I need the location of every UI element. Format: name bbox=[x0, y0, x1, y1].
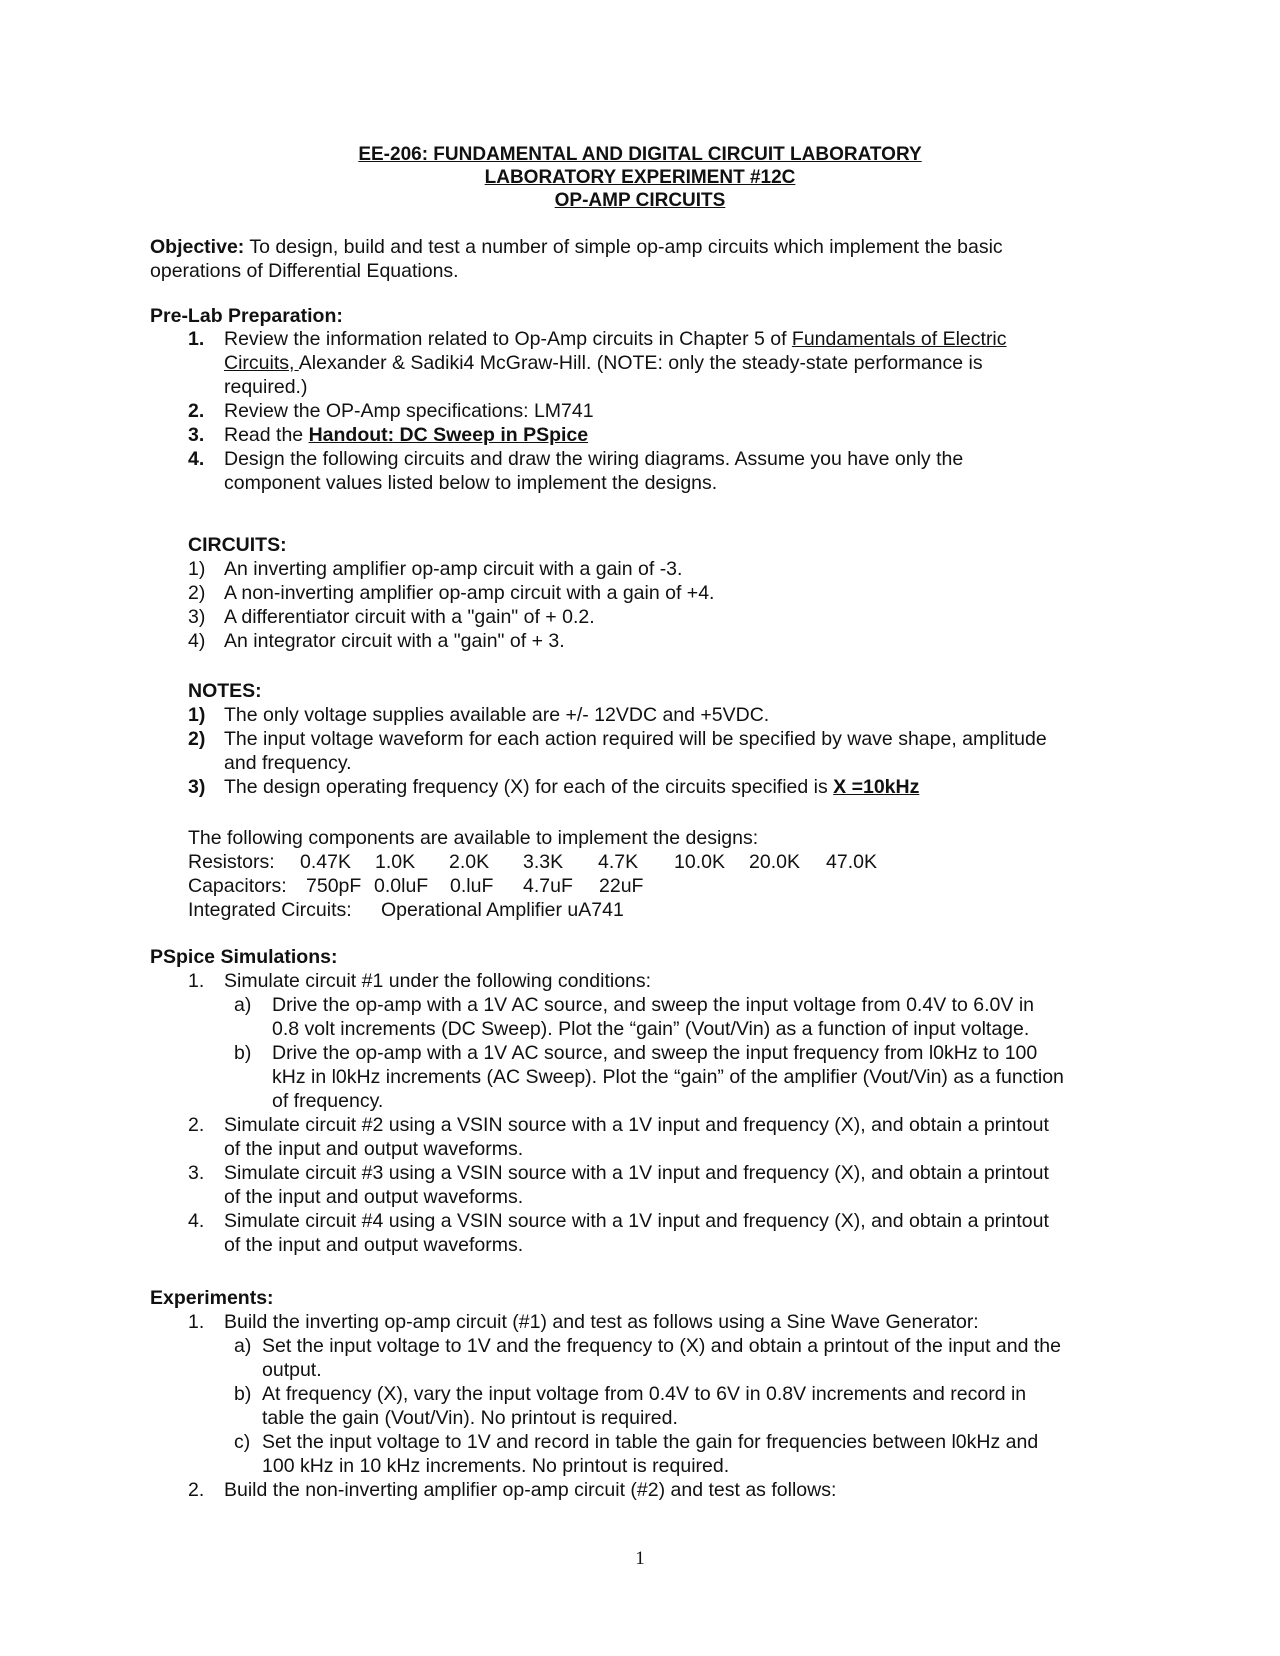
list-item: 1. Review the information related to Op-Amp circuits in Chapter 5 of Fundamentals of Electric bbox=[188, 328, 1007, 350]
capacitor-list: Capacitors: 750pF 0.0luF 0.luF 4.7uF 22uF bbox=[188, 875, 644, 897]
circuits-title: CIRCUITS: bbox=[188, 534, 287, 556]
design-frequency: X =10kHz bbox=[833, 776, 920, 798]
list-item: 2. Review the OP-Amp specifications: LM741 bbox=[188, 400, 594, 422]
objective-label: Objective: bbox=[150, 236, 245, 258]
experiment-title: OP-AMP CIRCUITS bbox=[554, 190, 726, 211]
experiment-number: LABORATORY EXPERIMENT #12C bbox=[484, 167, 796, 188]
handout-link[interactable]: Handout: DC Sweep in PSpice bbox=[308, 424, 589, 446]
textbook-title: Fundamentals of Electric bbox=[791, 328, 1007, 350]
pspice-title: PSpice Simulations: bbox=[150, 946, 338, 968]
objective-section bbox=[150, 235, 1003, 283]
resistor-list: Resistors: 0.47K 1.0K 2.0K 3.3K 4.7K 10.0K 20.0K 47.0K bbox=[188, 851, 877, 873]
list-item: 3. Read the Handout: DC Sweep in PSpice bbox=[188, 424, 589, 446]
objective-text-cont: operations of Differential Equations. bbox=[150, 260, 459, 282]
ic-list: Integrated Circuits: Operational Amplifier uA741 bbox=[188, 899, 624, 921]
experiments-title: Experiments: bbox=[150, 1287, 274, 1309]
components-section: The following components are available to implement the designs: Resistors: 0.47K 1.0K 2.0K 3.3K 4.7K 10.0K 20.0K 47.0K Capacitors: 750pF 0.0luF 0.luF 4.7uF 22uF Integrated Circuits: Operational Amplifier uA741 bbox=[188, 827, 877, 921]
document-page: EE-206: FUNDAMENTAL AND DIGITAL CIRCUIT LABORATORY LABORATORY EXPERIMENT #12C OP-AMP CIRCUITS Objective: To design, build and test a number of simple op-amp circuits which implement the basic operations of Differential Equations. Pre-Lab Preparation: 1. Review the information related to Op-Amp circuits in Chapter 5 of Fundamentals of Electric Circuits, Alexander & Sadiki4 McGraw-Hill. (NOTE: only the steady-state performance is required.) 2. Review the OP-Amp specifications: LM741 3. Read the Handout: DC Sweep in PSpice 4. Design the following circuits and draw the wiring diagrams. Assume you have only the component values listed below to implement the designs. CIRCUITS: 1) An inverting amplifier op-amp circuit with a gain of -3. 2) A non-inverting amplifier op-amp circuit with a gain of +4. 3) A differentiator circuit with a "gain" of + 0.2. 4) An integrator circuit with a "gain" of + 3. NOTES: 1) The only voltage supplies available are +/- 12VDC and +5VDC. 2) The input voltage waveform for each action required will be specified by wave shape, amplitude and frequency. 3) The design operating frequency (X) for each of the circuits specified is X =10kHz The following components are available to implement the designs: Resistors: 0.47K 1.0K 2.0K 3.3K 4.7K 10.0K 20.0K 47.0K Capacitors: 750pF 0.0luF 0.luF 4.7uF 22uF Integrated Circuits: Operational Amplifier uA741 PSpice Simulations: 1. Simulate circuit #1 under the following conditions: a) Drive the op-amp with a 1V AC source, and sweep the input voltage from 0.4V to 6.0V in 0.8 volt increments (DC Sweep). Plot the “gain” (Vout/Vin) as a function of input voltage. b) Drive the op-amp with a 1V AC source, and sweep the input frequency from l0kHz to 100 kHz in l0kHz increments (AC Sweep). Plot the “gain” of the amplifier (Vout/Vin) as a function of frequency. 2. Simulate circuit #2 using a VSIN source with a 1V input and frequency (X), and obtain a printout of the input and output waveforms. 3. Simulate circuit #3 using a VSIN source with a 1V input and frequency (X), and obtain a printout of the input and output waveforms. 4. Simulate circuit #4 using a VSIN source with a 1V input and frequency (X), and obtain a printout of the input and output waveforms. Experiments: 1. Build the inverting op-amp circuit (#1) and test as follows using a Sine Wave Generator: a) Set the input voltage to 1V and the frequency to (X) and obtain a printout of the input and the output. b) At frequency (X), vary the input voltage from 0.4V to 6V in 0.8V increments and record in table the gain (Vout/Vin). No printout is required. c) Set the input voltage to 1V and record in table the gain for frequencies between l0kHz and 100 kHz in 10 kHz increments. No printout is required. 2. Build the non-inverting amplifier op-amp circuit (#2) and test as follows: 1 bbox=[0, 0, 1280, 1656]
prelab-title: Pre-Lab Preparation: bbox=[150, 305, 343, 327]
course-title: EE-206: FUNDAMENTAL AND DIGITAL CIRCUIT LABORATORY bbox=[358, 144, 922, 165]
prelab-list: 1. Review the information related to Op-Amp circuits in Chapter 5 of Fundamentals of Electric Circuits, Alexander & Sadiki4 McGraw-Hill. (NOTE: only the steady-state performance is required.) 2. Review the OP-Amp specifications: LM741 3. Read the Handout: DC Sweep in PSpice 4. Design the following circuits and draw the wiring diagrams. Assume you have only the component values listed below to implement the designs. bbox=[188, 327, 1128, 495]
list-item: 4. Design the following circuits and draw the wiring diagrams. Assume you have only the bbox=[188, 448, 964, 470]
notes-title: NOTES: bbox=[188, 680, 262, 702]
objective-text: To design, build and test a number of simple op-amp circuits which implement the basic bbox=[244, 236, 1003, 258]
page-number: 1 bbox=[635, 1548, 645, 1569]
